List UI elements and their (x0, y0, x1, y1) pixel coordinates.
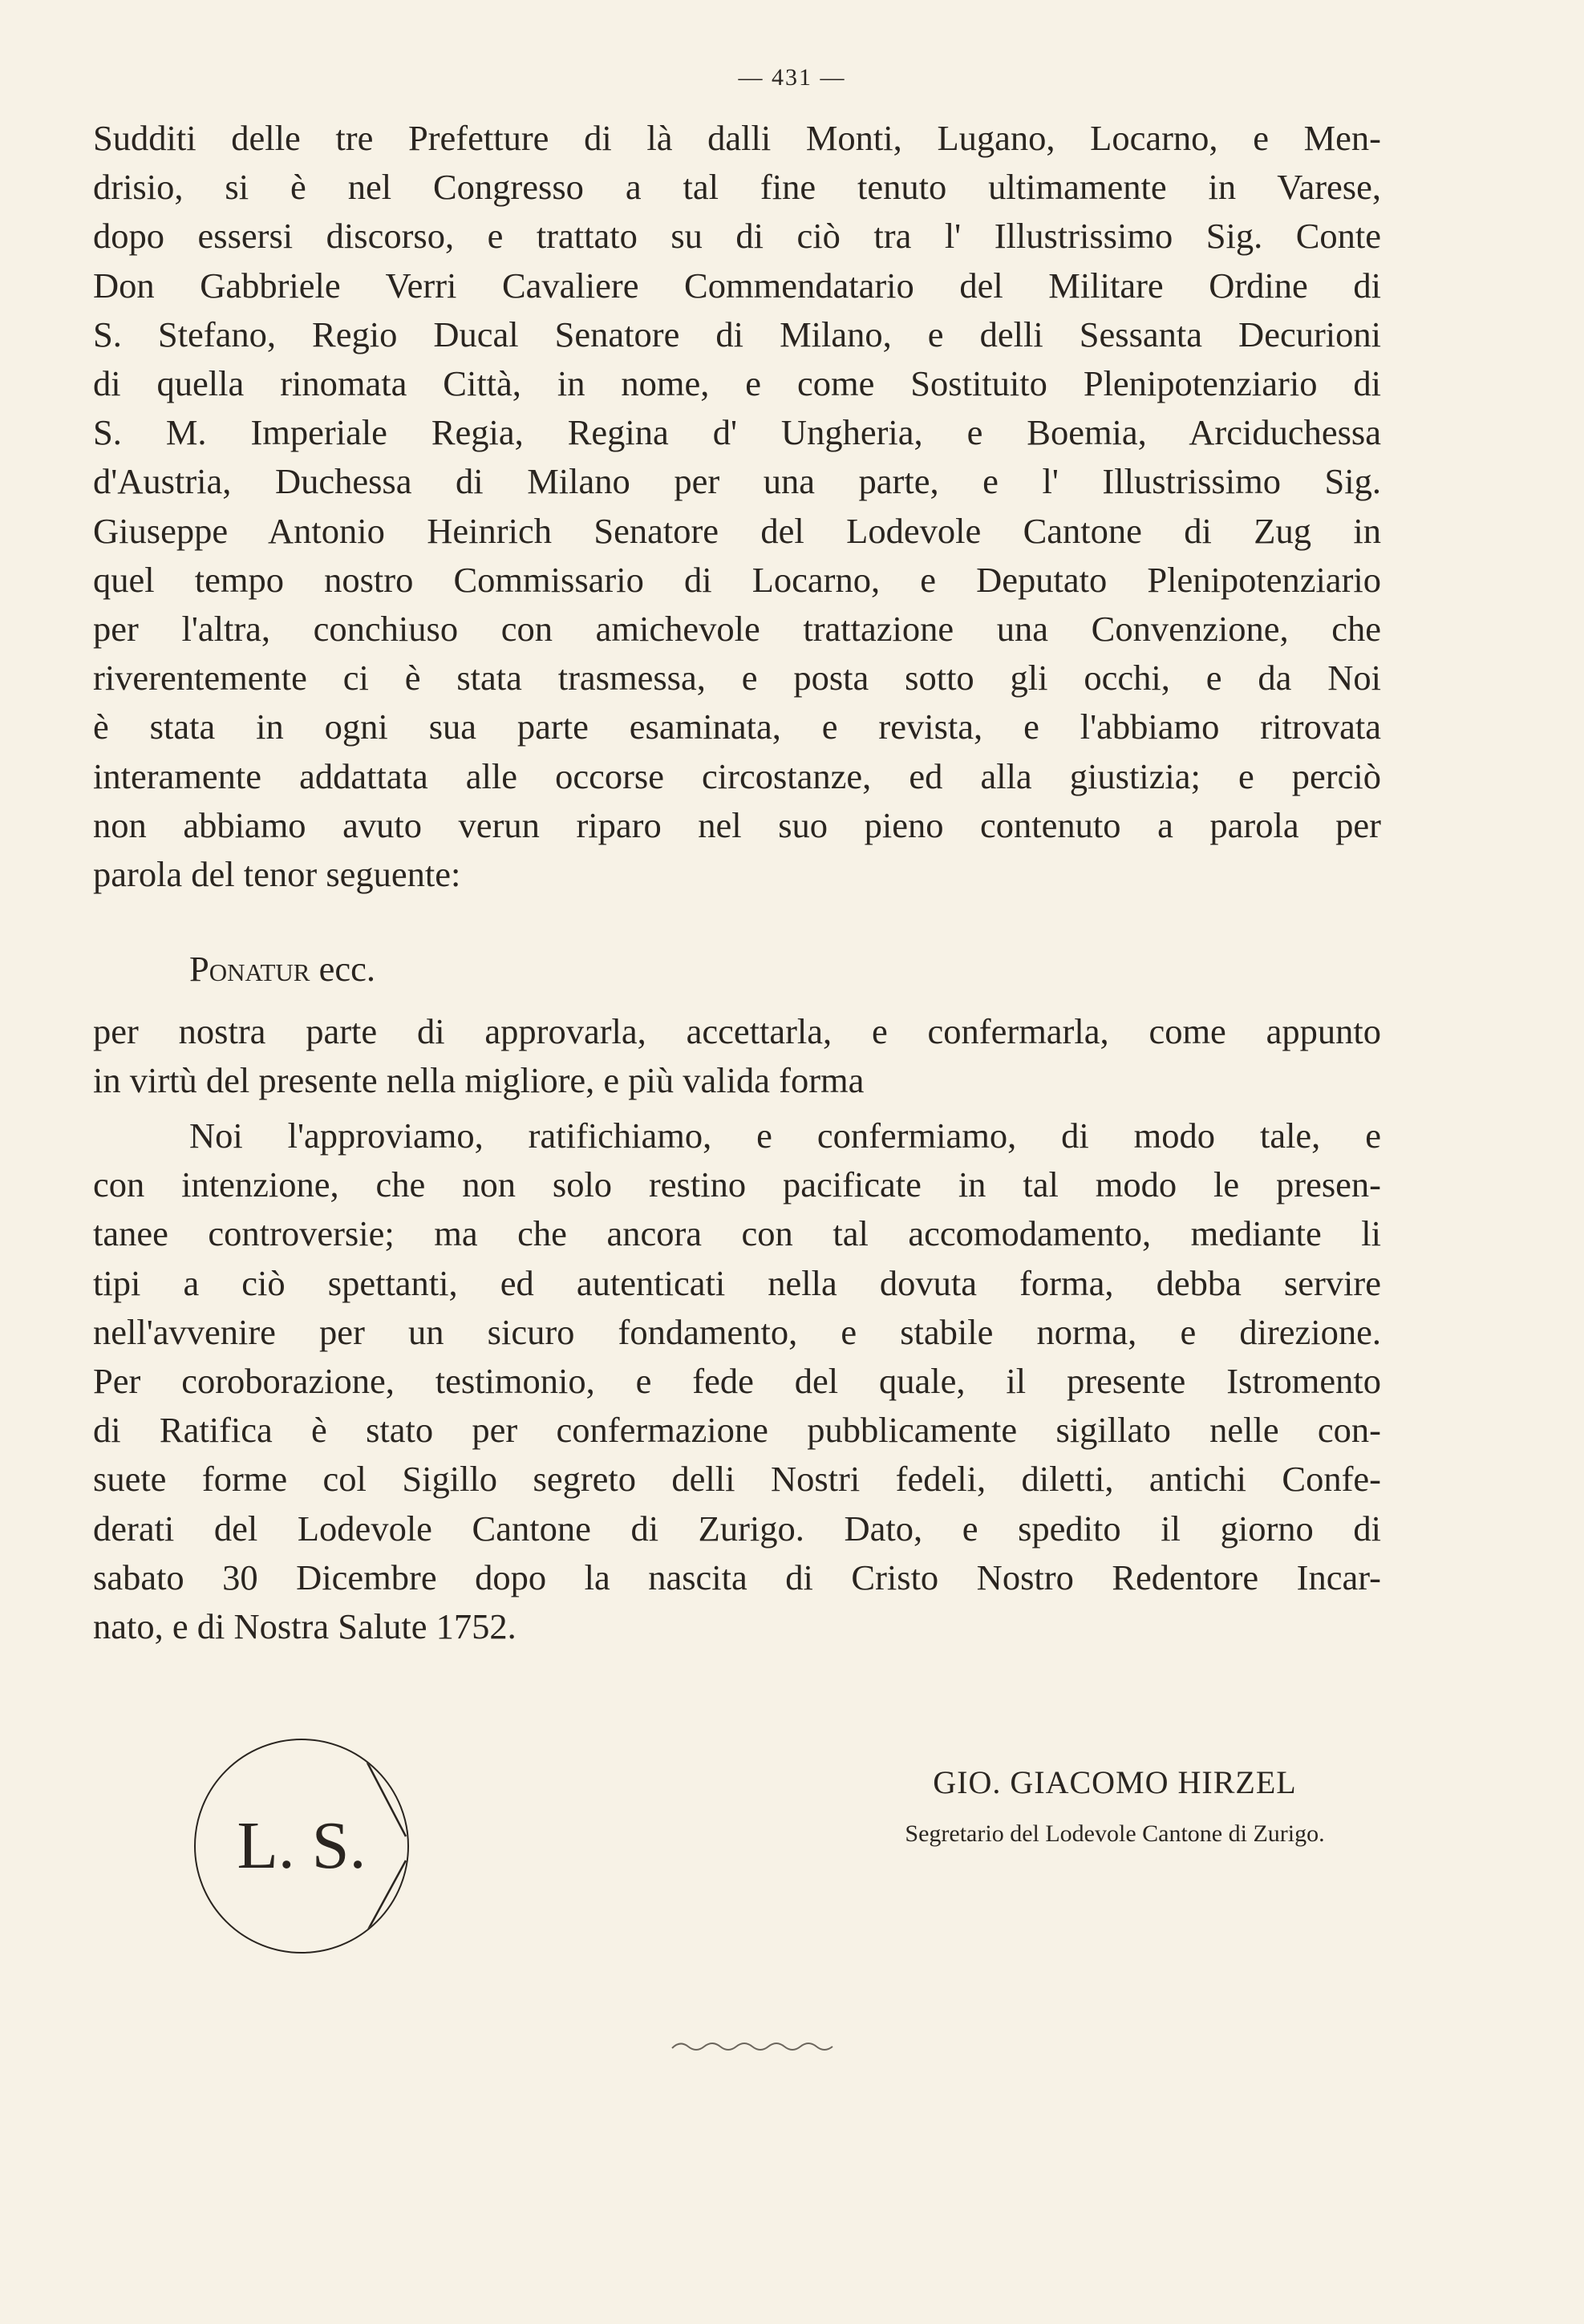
paragraph-1-line: parola del tenor seguente: (93, 854, 461, 895)
paragraph-3-line: tipi a ciò spettanti, ed autenticati nella dovuta forma, debba servire (93, 1262, 1381, 1303)
paragraph-2-line: in virtù del presente nella migliore, e più valida forma (93, 1060, 865, 1101)
paragraph-1 (93, 114, 1381, 899)
ponatur-line (189, 945, 375, 994)
paragraph-3-line: di Ratifica è stato per confermazione pubblicamente sigillato nelle con- (93, 1410, 1381, 1451)
ponatur-word: Ponatur (189, 949, 310, 989)
signature-block (826, 1760, 1404, 1852)
paragraph-3-line: con intenzione, che non solo restino pacificate in tal modo le presen- (93, 1164, 1381, 1205)
paragraph-1-line: Sudditi delle tre Prefetture di là dalli Monti, Lugano, Locarno, e Men- (93, 118, 1381, 158)
paragraph-3 (93, 1111, 1381, 1651)
paragraph-3-line: derati del Lodevole Cantone di Zurigo. Dato, e spedito il giorno di (93, 1508, 1381, 1549)
page-number: — 431 — (738, 64, 846, 91)
paragraph-2-line: per nostra parte di approvarla, accettarla, e confermarla, come appunto (93, 1011, 1381, 1051)
paragraph-1-line: quel tempo nostro Commissario di Locarno, e Deputato Plenipotenziario (93, 559, 1381, 600)
paragraph-1-line: interamente addattata alle occorse circostanze, ed alla giustizia; e perciò (93, 755, 1381, 796)
paragraph-3-line: sabato 30 Dicembre dopo la nascita di Cristo Nostro Redentore Incar- (93, 1557, 1381, 1597)
paragraph-1-line: dopo essersi discorso, e trattato su di ciò tra l' Illustrissimo Sig. Conte (93, 216, 1381, 257)
wavy-line-ornament-icon (670, 2039, 839, 2055)
paragraph-1-line: S. Stefano, Regio Ducal Senatore di Milano, e delli Sessanta Decurioni (93, 314, 1381, 354)
paragraph-1-line: di quella rinomata Città, in nome, e come Sostituito Plenipotenziario di (93, 363, 1381, 404)
paragraph-1-line: è stata in ogni sua parte esaminata, e revista, e l'abbiamo ritrovata (93, 707, 1381, 747)
paragraph-1-line: riverentemente ci è stata trasmessa, e posta sotto gli occhi, e da Noi (93, 658, 1381, 698)
paragraph-1-line: per l'altra, conchiuso con amichevole trattazione una Convenzione, che (93, 609, 1381, 650)
paragraph-1-line: S. M. Imperiale Regia, Regina d' Ungheria, e Boemia, Arciduchessa (93, 412, 1381, 453)
seal-text: L. S. (237, 1808, 367, 1883)
paragraph-1-line: non abbiamo avuto verun riparo nel suo pieno contenuto a parola per (93, 804, 1381, 845)
signer-title: Segretario del Lodevole Cantone di Zurigo. (905, 1820, 1325, 1847)
paragraph-3-line: nell'avvenire per un sicuro fondamento, e stabile norma, e direzione. (93, 1311, 1381, 1352)
paragraph-3-line: tanee controversie; ma che ancora con tal accomodamento, mediante li (93, 1213, 1381, 1254)
paragraph-3-line: Per coroborazione, testimonio, e fede del quale, il presente Istromento (93, 1361, 1381, 1402)
paragraph-1-line: d'Austria, Duchessa di Milano per una parte, e l' Illustrissimo Sig. (93, 461, 1381, 502)
paragraph-3-line: nato, e di Nostra Salute 1752. (93, 1606, 517, 1647)
paragraph-3-line: suete forme col Sigillo segreto delli Nostri fedeli, diletti, antichi Confe- (93, 1459, 1381, 1500)
paragraph-1-line: Don Gabbriele Verri Cavaliere Commendatario del Militare Ordine di (93, 265, 1381, 306)
signer-name: GIO. GIACOMO HIRZEL (933, 1764, 1297, 1800)
paragraph-2 (93, 1007, 1381, 1105)
paragraph-1-line: Giuseppe Antonio Heinrich Senatore del Lodevole Cantone di Zug in (93, 510, 1381, 551)
paragraph-1-line: drisio, si è nel Congresso a tal fine tenuto ultimamente in Varese, (93, 167, 1381, 208)
seal-stamp (194, 1739, 409, 1954)
ponatur-suffix: ecc. (310, 949, 375, 989)
paragraph-3-line: Noi l'approviamo, ratifichiamo, e confermiamo, di modo tale, e (189, 1115, 1381, 1156)
